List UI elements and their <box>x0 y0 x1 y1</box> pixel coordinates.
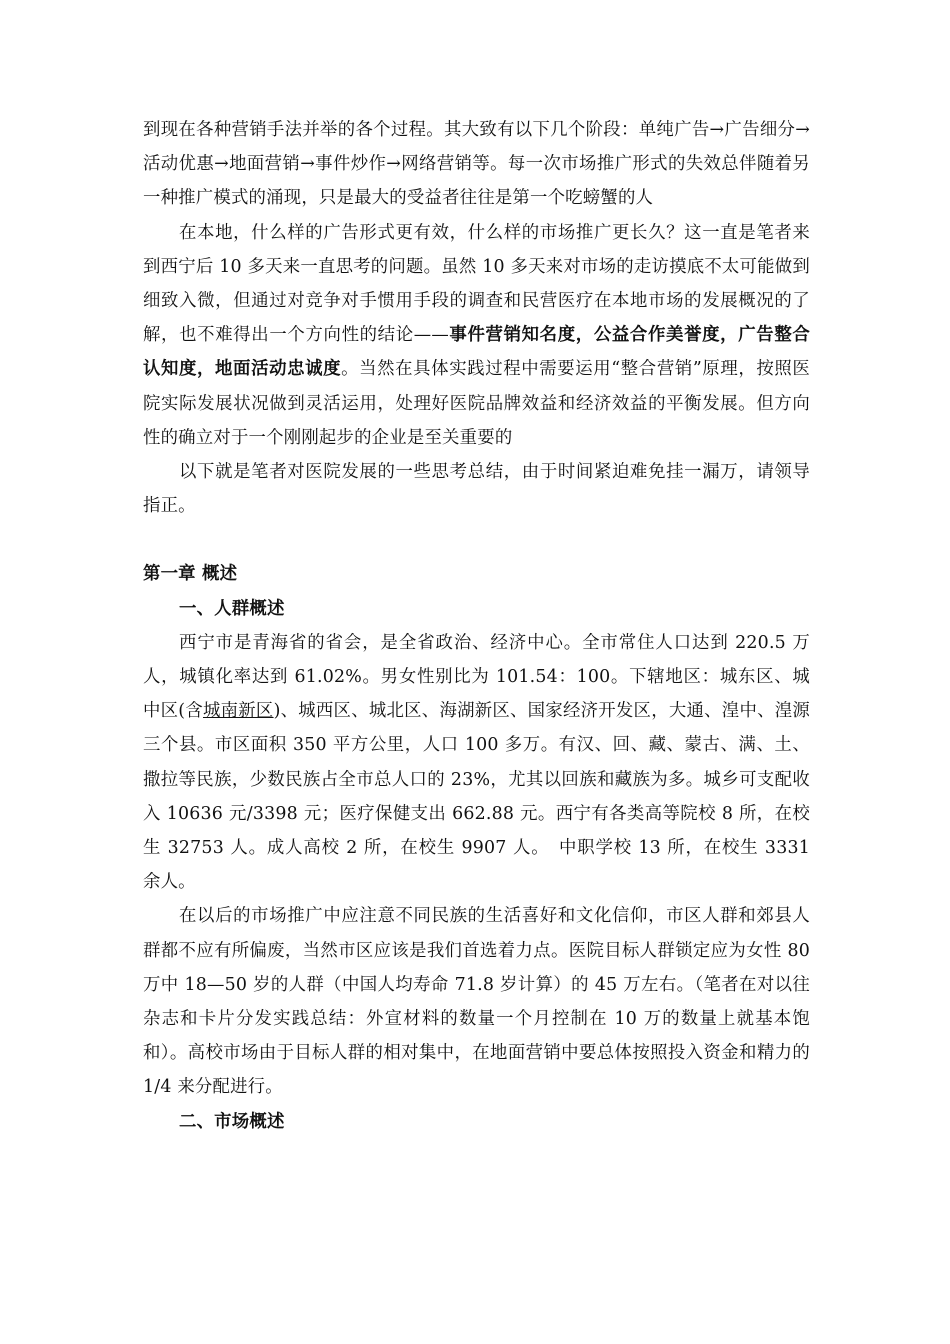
population-paragraph-2-text: 在以后的市场推广中应注意不同民族的生活喜好和文化信仰，市区人群和郊县人群都不应有所偏废，当然市区应该是我们首选着力点。医院目标人群锁定应为女性 80 万中 18—50 岁的人群（中国人均寿命 71.8 岁计算）的 45 万左右。（笔者在对以往杂志和卡片分发实践总结：外宣材料的数量一个月控制在 10 万的数量上就基本饱和）。高校市场由于目标人群的相对集中，在地面营销中要总体按照投入资金和精力的 1/4 来分配进行。 <box>143 906 810 1098</box>
intro-paragraph-2-text-b: 。当然在具体实践过程中需要运用“整合营销”原理，按照医院实际发展状况做到灵活运用，处理好医院品牌效益和经济效益的平衡发展。但方向性的确立对于一个刚刚起步的企业是至关重要的 <box>143 359 810 448</box>
intro-paragraph-2-bold: 事件营销知名度，公益合作美誉度，广告整合认知度，地面活动忠诚度 <box>143 325 810 380</box>
population-paragraph-1-text-b: )、城西区、城北区、海湖新区、国家经济开发区，大通、湟中、湟源三个县。市区面积 350 平方公里，人口 100 多万。有汉、回、藏、蒙古、满、土、撒拉等民族，少数民族占全市总人口的 23%，尤其以回族和藏族为多。城乡可支配收入 10636 元/3398 元；医疗保健支出 662.88 元。西宁有各类高等院校 8 所，在校生 32753 人。成人高校 2 所，在校生 9907 人。 中职学校 13 所，在校生 3331 余人。 <box>143 701 810 893</box>
intro-paragraph-3 <box>143 455 810 523</box>
population-paragraph-1-text-a: 西宁市是青海省的省会，是全省政治、经济中心。全市常住人口达到 220.5 万人，城镇化率达到 61.02%。男女性别比为 101.54：100。下辖地区：城东区、城中区(含 <box>143 632 810 722</box>
intro-paragraph-2 <box>143 216 810 455</box>
section-title-market: 二、市场概述 <box>179 1111 285 1132</box>
intro-paragraph-2-text-a: 在本地，什么样的广告形式更有效，什么样的市场推广更长久？这一直是笔者来到西宁后 10 多天来一直思考的问题。虽然 10 多天来对市场的走访摸底不太可能做到细致入微，但通过对竞争对手惯用手段的调查和民营医疗在本地市场的发展概况的了解，也不难得出一个方向性的结论—— <box>143 222 810 346</box>
population-paragraph-1 <box>143 626 810 900</box>
section-title-population: 一、人群概述 <box>179 598 285 619</box>
intro-paragraph-1 <box>143 113 810 216</box>
chengnan-link[interactable]: 城南新区 <box>202 701 274 722</box>
chapter-title: 第一章 概述 <box>143 564 238 585</box>
intro-paragraph-1-text: 到现在各种营销手法并举的各个过程。其大致有以下几个阶段：单纯广告→广告细分→活动优惠→地面营销→事件炒作→网络营销等。每一次市场推广形式的失效总伴随着另一种推广模式的涌现，只是最大的受益者往往是第一个吃螃蟹的人 <box>143 120 810 209</box>
population-paragraph-2 <box>143 899 810 1104</box>
intro-paragraph-3-text: 以下就是笔者对医院发展的一些思考总结，由于时间紧迫难免挂一漏万，请领导指正。 <box>143 462 810 517</box>
